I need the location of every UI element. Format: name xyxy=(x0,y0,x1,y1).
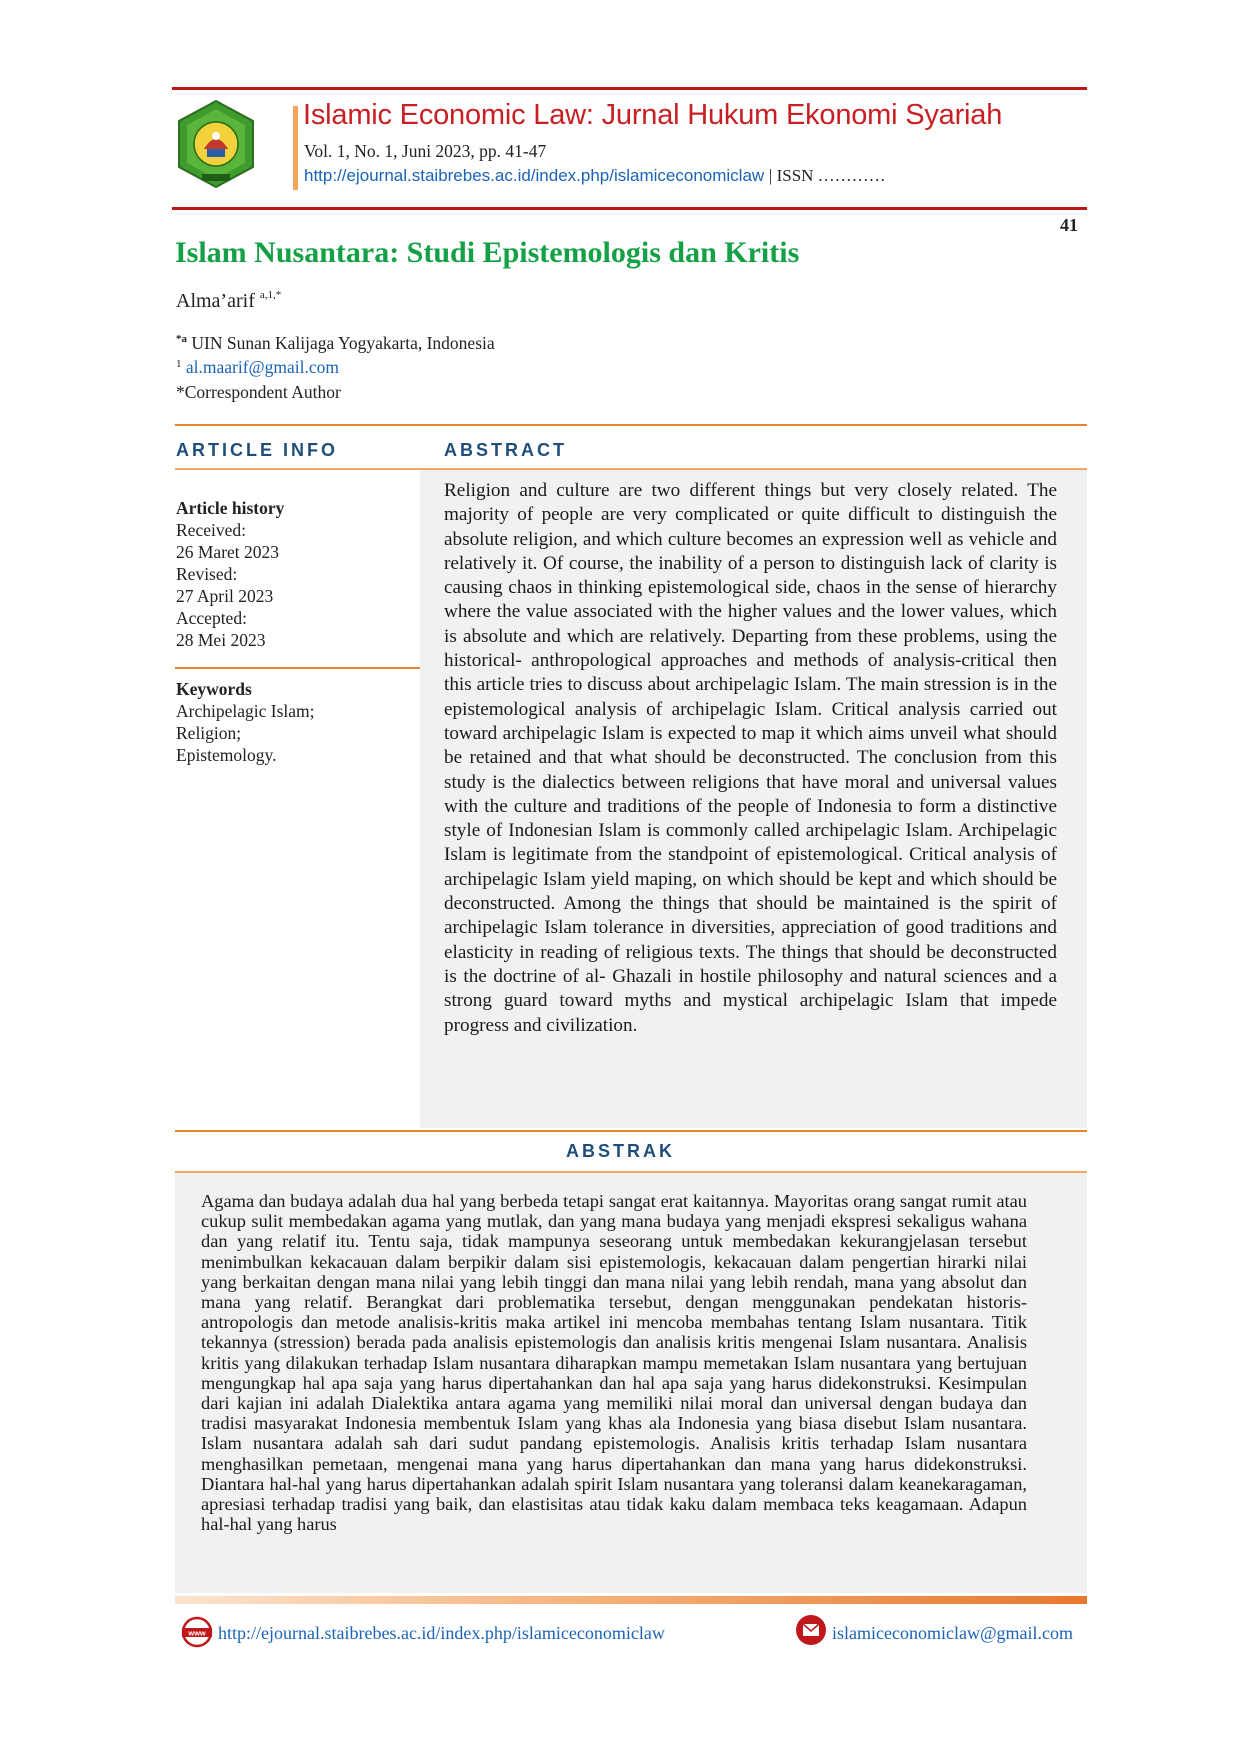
keywords xyxy=(176,678,416,766)
history-received-date: 26 Maret 2023 xyxy=(176,542,280,562)
history-revised-label: Revised: xyxy=(176,564,238,584)
header-accent-bar xyxy=(293,106,298,190)
section-rule xyxy=(175,1130,1087,1132)
correspondent-note: *Correspondent Author xyxy=(176,382,341,402)
journal-url-line xyxy=(304,166,886,186)
volume-line: Vol. 1, No. 1, Juni 2023, pp. 41-47 xyxy=(304,141,547,161)
header-bottom-rule xyxy=(172,207,1087,210)
history-received-label: Received: xyxy=(176,520,246,540)
history-accepted-date: 28 Mei 2023 xyxy=(176,630,266,650)
history-accepted-label: Accepted: xyxy=(176,608,247,628)
header-top-rule xyxy=(172,87,1087,90)
author-name: Alma’arif xyxy=(176,290,255,312)
author-email-link[interactable]: al.maarif@gmail.com xyxy=(185,357,340,377)
keyword-item: Archipelagic Islam; xyxy=(176,701,315,721)
history-revised-date: 27 April 2023 xyxy=(176,586,274,606)
email-superscript: 1 xyxy=(176,358,182,370)
footer-url-link[interactable]: http://ejournal.staibrebes.ac.id/index.php/islamiceconomiclaw xyxy=(218,1623,665,1643)
keyword-item: Epistemology. xyxy=(176,745,277,765)
article-info-heading: ARTICLE INFO xyxy=(176,440,338,460)
footer-email-link[interactable]: islamiceconomiclaw@gmail.com xyxy=(832,1623,1074,1643)
author-email-line xyxy=(176,357,339,378)
article-history xyxy=(176,497,416,651)
journal-logo xyxy=(174,99,258,189)
journal-url-link[interactable]: http://ejournal.staibrebes.ac.id/index.php/islamiceconomiclaw xyxy=(304,166,765,185)
footer-bar xyxy=(175,1596,1087,1604)
www-icon-text: www xyxy=(188,1628,206,1638)
section-rule xyxy=(175,424,1087,426)
affiliation-text: UIN Sunan Kalijaga Yogyakarta, Indonesia xyxy=(191,333,495,353)
abstract-heading: ABSTRACT xyxy=(444,440,567,460)
abstrak-heading: ABSTRAK xyxy=(566,1141,675,1161)
author-superscript: a,1,* xyxy=(259,289,282,301)
article-history-heading: Article history xyxy=(176,498,285,518)
www-icon xyxy=(181,1616,213,1648)
issn-text: | ISSN ………… xyxy=(768,166,886,185)
keyword-item: Religion; xyxy=(176,723,242,743)
keywords-heading: Keywords xyxy=(176,679,252,699)
journal-title: Islamic Economic Law: Jurnal Hukum Ekonomi Syariah xyxy=(303,99,1003,131)
info-divider xyxy=(175,667,420,669)
paper-title: Islam Nusantara: Studi Epistemologis dan Kritis xyxy=(175,236,800,269)
page-number: 41 xyxy=(1060,215,1078,235)
affiliation-superscript: *a xyxy=(176,333,187,345)
affiliation xyxy=(176,333,495,354)
abstract-text: Religion and culture are two different things but very closely related. The majority of people are very complicated or quite difficult to distinguish the absolute religion, and which culture becomes an expression well as vehicle and relatively it. Of course, the inability of a person to distinguish lack of clarity is causing chaos in thinking epistemological side, chaos in the sense of hierarchy where the value associated with the higher values and the lower values, which is absolute and which are relatively. Departing from these problems, using the historical- anthropological approaches and methods of analysis-critical then this article tries to discuss about archipelagic Islam. The main stression is in the epistemological analysis of archipelagic Islam. Critical analysis carried out toward archipelagic Islam is expected to map it which aims unveil what should be retained and that what should be deconstructed. The conclusion from this study is the dialectics between religions that have moral and universal values with the culture and traditions of the people of Indonesia to form a distinctive style of Indonesian Islam is commonly called archipelagic Islam. Archipelagic Islam is legitimate from the standpoint of epistemological. Critical analysis of archipelagic Islam yield maping, on which should be kept and which should be deconstructed. Among the things that should be maintained is the spirit of archipelagic Islam tolerance in diversities, appreciation of good traditions and elasticity in reading of religious texts. The things that should be deconstructed is the doctrine of al- Ghazali in hostile philosophy and natural sciences and a strong guard toward myths and mystical archipelagic Islam that impede progress and civilization. xyxy=(444,480,1057,1036)
author xyxy=(176,289,281,313)
mail-icon xyxy=(795,1614,827,1646)
abstrak-text: Agama dan budaya adalah dua hal yang berbeda tetapi sangat erat kaitannya. Mayoritas orang sangat rumit atau cukup sulit membedakan agama yang mutlak, dan yang mana budaya yang menjadi ekspresi sekaligus wahana dan yang relatif itu. Tentu saja, tidak mampunya seseorang untuk membedakan kekurangjelasan tersebut menimbulkan kekacauan dalam berpikir dalam sisi epistemologis, kekacauan dalam pengertian hirarki nilai yang berkaitan dengan mana nilai yang lebih tinggi dan mana nilai yang lebih rendah, mana yang absolut dan mana yang relatif. Berangkat dari problematika tersebut, dengan menggunakan pendekatan historis-antropologis dan metode analisis-kritis maka artikel ini mencoba membahas tentang Islam nusantara. Titik tekannya (stression) berada pada analisis epistemologis dan analisis kritis mengenai Islam nusantara. Analisis kritis yang dilakukan terhadap Islam nusantara diharapkan mampu memetakan Islam nusantara yang bertujuan mengungkap hal apa saja yang harus dipertahankan dan hal apa saja yang harus didekonstruksi. Kesimpulan dari kajian ini adalah Dialektika antara agama yang memiliki nilai moral dan universal dengan budaya dan tradisi masyarakat Indonesia membentuk Islam yang khas ala Indonesia yang biasa disebut Islam nusantara. Islam nusantara adalah sah dari sudut pandang epistemologis. Analisis kritis terhadap Islam nusantara menghasilkan pemetaan, mengenai mana yang harus dipertahankan dan mana yang harus didekonstruksi. Diantara hal-hal yang harus dipertahankan adalah spirit Islam nusantara yang toleransi dalam keanekaragaman, apresiasi terhadap tradisi yang baik, dan elastisitas atau tidak kaku dalam membaca teks keagamaan. Adapun hal-hal yang harus xyxy=(201,1191,1027,1535)
